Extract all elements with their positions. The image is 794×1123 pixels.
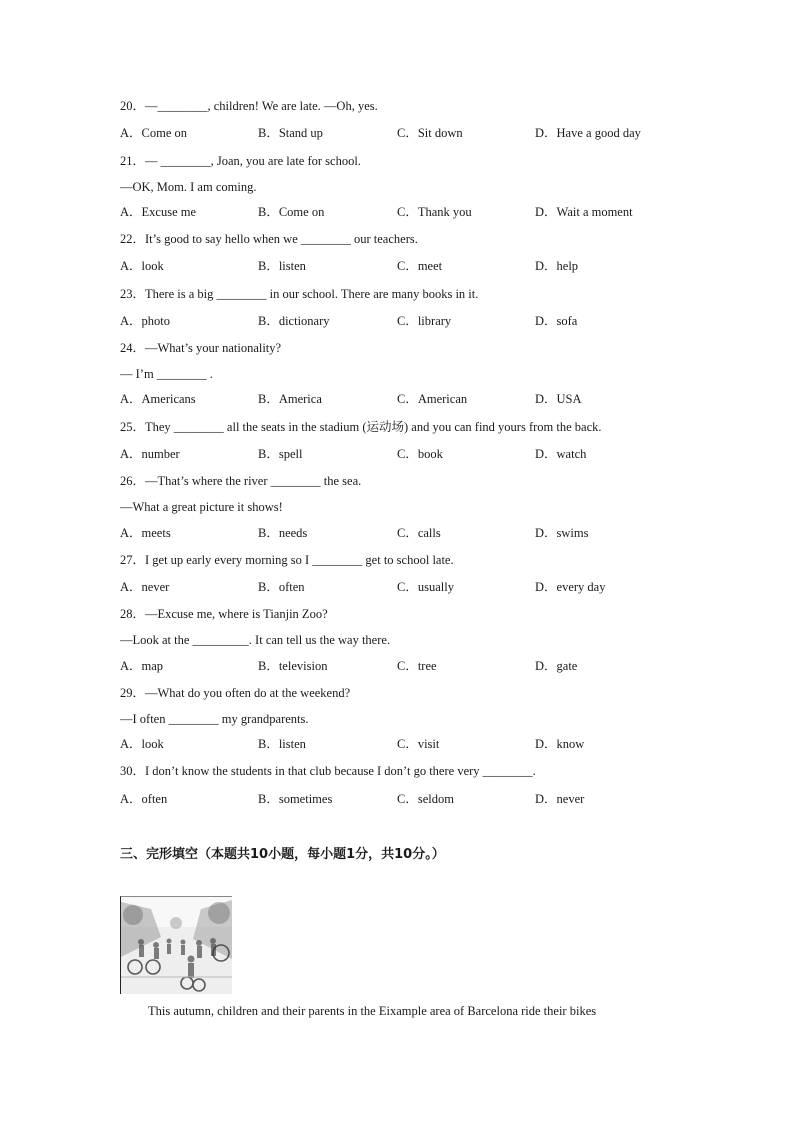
question-21-reply: —OK, Mom. I am coming. [120,180,257,194]
q30-option-b: B．sometimes [258,792,333,806]
q22-option-b: B．listen [258,259,306,273]
q29-option-b: B．listen [258,737,306,751]
q28-option-b: B．television [258,659,328,673]
passage-first-line: This autumn, children and their parents in the Eixample area of Barcelona ride their bikes [148,1004,597,1018]
q20-option-b: B．Stand up [258,126,323,140]
q25-option-c: C．book [397,447,443,461]
q23-option-d: D．sofa [535,314,578,328]
question-26-stem: 26．—That’s where the river ________ the sea. [120,474,362,488]
q29-option-c: C．visit [397,737,440,751]
q26-option-b: B．needs [258,526,308,540]
q24-option-d: D．USA [535,392,582,406]
q23-option-b: B．dictionary [258,314,330,328]
q29-option-d: D．know [535,737,585,751]
q27-option-c: C．usually [397,580,454,594]
q25-option-a: A．number [120,447,180,461]
q23-option-c: C．library [397,314,452,328]
question-28-reply: —Look at the _________. It can tell us the way there. [120,633,391,647]
q21-option-c: C．Thank you [397,205,472,219]
section-heading: 三、完形填空（本题共10小题，每小题1分，共10分。） [120,847,445,862]
q25-option-d: D．watch [535,447,587,461]
q29-option-a: A．look [120,737,164,751]
q22-option-a: A．look [120,259,164,273]
q28-option-c: C．tree [397,659,437,673]
q25-option-b: B．spell [258,447,303,461]
question-21-stem: 21．— ________, Joan, you are late for school. [120,154,361,168]
q27-option-d: D．every day [535,580,606,594]
q24-option-b: B．America [258,392,322,406]
question-29-reply: —I often ________ my grandparents. [120,712,309,726]
question-24-reply: — I’m ________ . [120,367,214,381]
question-26-reply: —What a great picture it shows! [120,500,283,514]
q26-option-c: C．calls [397,526,441,540]
q23-option-a: A．photo [120,314,171,328]
photo-illustration [121,897,232,994]
q28-option-d: D．gate [535,659,578,673]
q28-option-a: A．map [120,659,164,673]
q30-option-d: D．never [535,792,585,806]
q21-option-d: D．Wait a moment [535,205,633,219]
q22-option-d: D．help [535,259,579,273]
q30-option-c: C．seldom [397,792,454,806]
q20-option-a: A．Come on [120,126,188,140]
question-28-stem: 28．—Excuse me, where is Tianjin Zoo? [120,607,328,621]
question-27-stem: 27．I get up early every morning so I ________ get to school late. [120,553,454,567]
q20-option-c: C．Sit down [397,126,463,140]
q27-option-a: A．never [120,580,170,594]
q26-option-d: D．swims [535,526,589,540]
question-30-stem: 30．I don’t know the students in that club because I don’t go there very ________. [120,764,536,778]
street-bikes-photo [120,896,232,994]
question-24-stem: 24．—What’s your nationality? [120,341,282,355]
question-25-stem: 25．They ________ all the seats in the stadium (运动场) and you can find yours from the back. [120,420,602,434]
q30-option-a: A．often [120,792,168,806]
question-22-stem: 22．It’s good to say hello when we ________ our teachers. [120,232,418,246]
question-20-stem: 20．—________, children! We are late. —Oh, yes. [120,99,378,113]
q26-option-a: A．meets [120,526,171,540]
q22-option-c: C．meet [397,259,443,273]
question-23-stem: 23．There is a big ________ in our school. There are many books in it. [120,287,479,301]
q24-option-a: A．Americans [120,392,196,406]
q21-option-b: B．Come on [258,205,325,219]
q20-option-d: D．Have a good day [535,126,641,140]
question-29-stem: 29．—What do you often do at the weekend? [120,686,351,700]
q27-option-b: B．often [258,580,305,594]
q24-option-c: C．American [397,392,468,406]
q21-option-a: A．Excuse me [120,205,197,219]
